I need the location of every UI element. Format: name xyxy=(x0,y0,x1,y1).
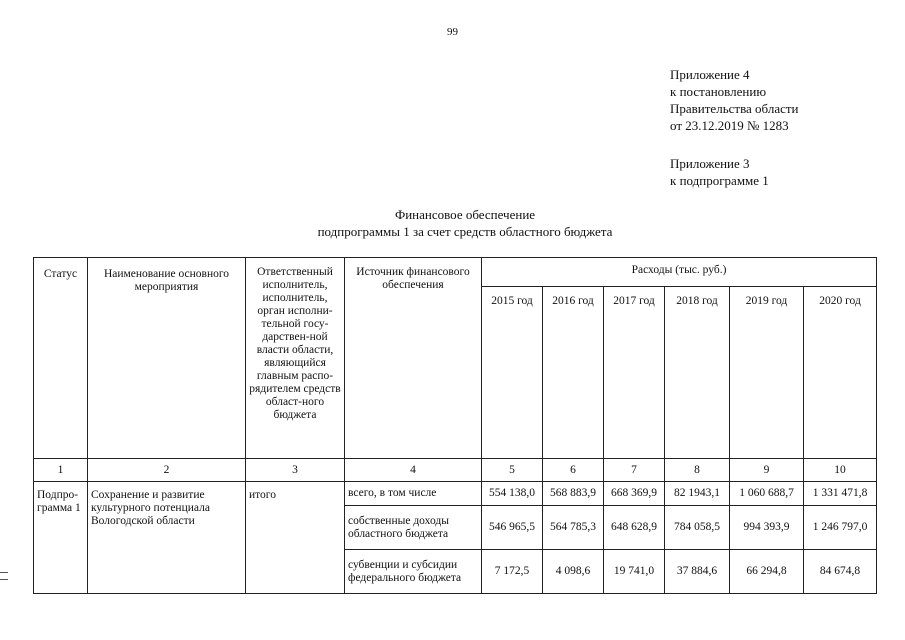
page-number: 99 xyxy=(447,26,458,38)
appendix-3-line-1: Приложение 3 xyxy=(670,156,750,171)
source-cell: всего, в том числе xyxy=(345,482,482,506)
header-name: Наименование основного мероприятия xyxy=(88,258,246,459)
title-line-1: Финансовое обеспечение xyxy=(394,207,536,222)
header-year-2016: 2016 год xyxy=(543,287,604,459)
appendix-4-note xyxy=(670,66,799,134)
status-cell: Подпро-грамма 1 xyxy=(34,482,88,594)
value-cell: 1 246 797,0 xyxy=(804,506,877,550)
document-title xyxy=(0,206,905,240)
column-number: 8 xyxy=(665,459,730,482)
appendix-4-line-2: к постановлению xyxy=(670,84,767,99)
executor-cell: итого xyxy=(246,482,345,594)
value-cell: 648 628,9 xyxy=(604,506,665,550)
value-cell: 1 331 471,8 xyxy=(804,482,877,506)
source-cell: собственные доходы областного бюджета xyxy=(345,506,482,550)
value-cell: 66 294,8 xyxy=(730,550,804,594)
value-cell: 994 393,9 xyxy=(730,506,804,550)
value-cell: 784 058,5 xyxy=(665,506,730,550)
header-expenses: Расходы (тыс. руб.) xyxy=(482,258,877,287)
value-cell: 4 098,6 xyxy=(543,550,604,594)
appendix-3-line-2: к подпрограмме 1 xyxy=(670,173,769,188)
appendix-3-note xyxy=(670,155,769,189)
table-row xyxy=(34,482,877,506)
margin-mark xyxy=(0,572,8,573)
financing-table xyxy=(33,257,877,594)
header-year-2018: 2018 год xyxy=(665,287,730,459)
value-cell: 82 1943,1 xyxy=(665,482,730,506)
column-number: 5 xyxy=(482,459,543,482)
value-cell: 1 060 688,7 xyxy=(730,482,804,506)
column-number: 3 xyxy=(246,459,345,482)
appendix-4-line-4: от 23.12.2019 № 1283 xyxy=(670,118,789,133)
appendix-4-line-3: Правительства области xyxy=(670,101,799,116)
column-number: 4 xyxy=(345,459,482,482)
value-cell: 546 965,5 xyxy=(482,506,543,550)
value-cell: 37 884,6 xyxy=(665,550,730,594)
value-cell: 84 674,8 xyxy=(804,550,877,594)
margin-mark xyxy=(0,579,8,580)
column-number: 1 xyxy=(34,459,88,482)
header-source: Источник финансового обеспечения xyxy=(345,258,482,459)
value-cell: 668 369,9 xyxy=(604,482,665,506)
header-row-1 xyxy=(34,258,877,287)
column-number: 6 xyxy=(543,459,604,482)
activity-name-cell: Сохранение и развитие культурного потенциала Вологодской области xyxy=(88,482,246,594)
header-year-2015: 2015 год xyxy=(482,287,543,459)
header-executor: Ответственный исполнитель, исполнитель, орган исполни-тельной госу-дарствен-ной власти области, являющийся главным распо-рядителем средств област-ного бюджета xyxy=(246,258,345,459)
header-status: Статус xyxy=(34,258,88,459)
column-numbers-row xyxy=(34,459,877,482)
value-cell: 7 172,5 xyxy=(482,550,543,594)
title-line-2: подпрограммы 1 за счет средств областного бюджета xyxy=(317,224,613,239)
value-cell: 19 741,0 xyxy=(604,550,665,594)
header-year-2020: 2020 год xyxy=(804,287,877,459)
header-year-2019: 2019 год xyxy=(730,287,804,459)
source-cell: субвенции и субсидии федерального бюджета xyxy=(345,550,482,594)
column-number: 2 xyxy=(88,459,246,482)
header-year-2017: 2017 год xyxy=(604,287,665,459)
value-cell: 554 138,0 xyxy=(482,482,543,506)
column-number: 10 xyxy=(804,459,877,482)
value-cell: 564 785,3 xyxy=(543,506,604,550)
margin-marks xyxy=(0,572,8,586)
appendix-4-line-1: Приложение 4 xyxy=(670,67,750,82)
column-number: 7 xyxy=(604,459,665,482)
column-number: 9 xyxy=(730,459,804,482)
value-cell: 568 883,9 xyxy=(543,482,604,506)
